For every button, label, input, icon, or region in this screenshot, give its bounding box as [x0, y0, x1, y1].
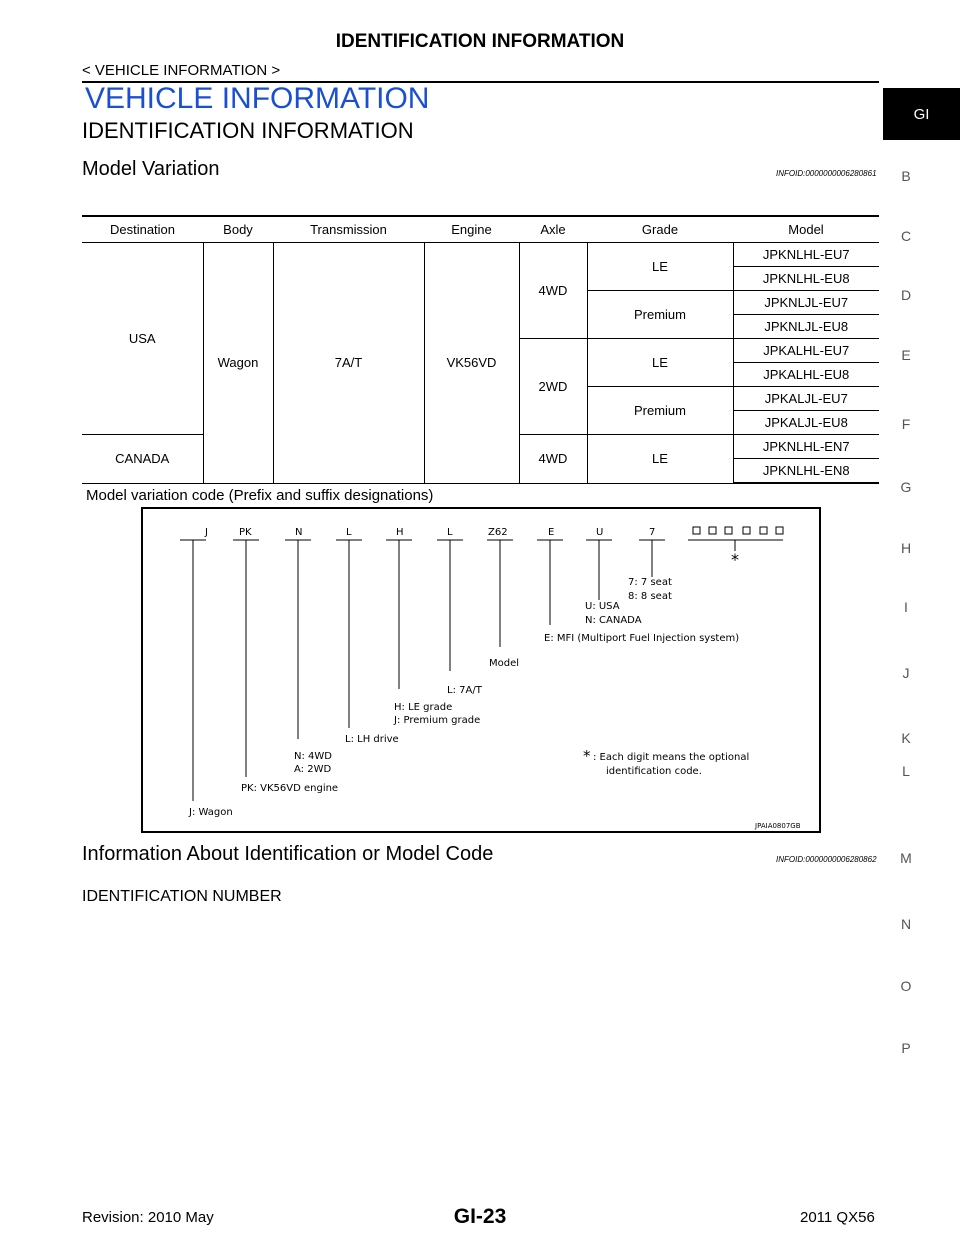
section-title: VEHICLE INFORMATION — [85, 82, 430, 115]
model-variation-table — [82, 215, 879, 484]
optional-code-boxes — [693, 527, 783, 534]
model-code-diagram — [141, 507, 821, 833]
note-line-1: : Each digit means the optional — [593, 752, 750, 763]
code-letter: L — [346, 527, 352, 538]
table-row — [82, 243, 879, 267]
model-cell: JPKNLHL-EN7 — [733, 435, 879, 459]
identification-number-heading: IDENTIFICATION NUMBER — [82, 888, 282, 905]
model-cell: JPKALJL-EU8 — [733, 411, 879, 435]
column-header: Body — [203, 216, 273, 243]
tab-f[interactable]: F — [901, 416, 911, 432]
body-cell: Wagon — [203, 243, 273, 484]
code-letter: N — [295, 527, 303, 538]
body-label: J: Wagon — [189, 807, 233, 818]
column-header: Engine — [424, 216, 519, 243]
model-cell: JPKNLJL-EU8 — [733, 315, 879, 339]
figure-id: JPAIA0807GB — [755, 822, 801, 830]
code-letter: L — [447, 527, 453, 538]
axle-2wd-label: A: 2WD — [294, 764, 332, 775]
code-letter: U — [596, 527, 604, 538]
destination-cell: CANADA — [82, 435, 203, 484]
axle-cell: 4WD — [519, 435, 587, 484]
destination-cell: USA — [82, 243, 203, 435]
tab-i[interactable]: I — [904, 599, 908, 615]
tab-n[interactable]: N — [900, 916, 912, 932]
tab-g[interactable]: G — [900, 479, 912, 495]
tab-o[interactable]: O — [900, 978, 912, 994]
axle-4wd-label: N: 4WD — [294, 751, 332, 762]
note-asterisk: * — [583, 747, 591, 765]
table-header-row — [82, 216, 879, 243]
footer-page-number: GI-23 — [453, 1205, 507, 1228]
grade-cell: LE — [587, 435, 733, 484]
page-header-title: IDENTIFICATION INFORMATION — [335, 31, 625, 52]
model-cell: JPKNLJL-EU7 — [733, 291, 879, 315]
tab-m[interactable]: M — [900, 850, 912, 866]
column-header: Grade — [587, 216, 733, 243]
tab-h[interactable]: H — [900, 540, 912, 556]
column-header: Model — [733, 216, 879, 243]
grade-premium-label: J: Premium grade — [394, 715, 481, 726]
dest-canada-label: N: CANADA — [585, 615, 642, 626]
tab-p[interactable]: P — [901, 1040, 911, 1056]
model-variation-infoid: INFOID:0000000006280861 — [776, 169, 877, 178]
code-letter: PK — [239, 527, 252, 538]
axle-cell: 4WD — [519, 243, 587, 339]
model-label: Model — [489, 658, 520, 669]
model-code-infoid: INFOID:0000000006280862 — [776, 855, 877, 864]
mfi-label: E: MFI (Multiport Fuel Injection system) — [544, 633, 740, 644]
code-caption: Model variation code (Prefix and suffix designations) — [86, 487, 434, 504]
breadcrumb: < VEHICLE INFORMATION > — [82, 62, 281, 79]
column-header: Transmission — [273, 216, 424, 243]
model-cell: JPKNLHL-EU7 — [733, 243, 879, 267]
model-cell: JPKNLHL-EN8 — [733, 459, 879, 484]
code-letter: H — [396, 527, 404, 538]
tab-l[interactable]: L — [902, 763, 910, 779]
tab-c[interactable]: C — [900, 228, 912, 244]
asterisk-mark: * — [731, 550, 739, 569]
tab-j[interactable]: J — [902, 665, 910, 681]
column-header: Destination — [82, 216, 203, 243]
transmission-label: L: 7A/T — [447, 685, 482, 696]
model-cell: JPKNLHL-EU8 — [733, 267, 879, 291]
footer-revision: Revision: 2010 May — [82, 1209, 214, 1226]
seat-8-label: 8: 8 seat — [628, 591, 672, 602]
model-cell: JPKALHL-EU7 — [733, 339, 879, 363]
engine-label: PK: VK56VD engine — [241, 783, 339, 794]
grade-cell: Premium — [587, 291, 733, 339]
engine-cell: VK56VD — [424, 243, 519, 484]
transmission-cell: 7A/T — [273, 243, 424, 484]
code-letter: J — [205, 527, 208, 538]
axle-cell: 2WD — [519, 339, 587, 435]
model-variation-heading: Model Variation — [82, 158, 220, 180]
model-cell: JPKALHL-EU8 — [733, 363, 879, 387]
note-line-2: identification code. — [606, 766, 702, 777]
code-letter: E — [548, 527, 555, 538]
grade-cell: LE — [587, 339, 733, 387]
tab-d[interactable]: D — [900, 287, 912, 303]
grade-cell: Premium — [587, 387, 733, 435]
tab-gi[interactable]: GI — [883, 88, 960, 140]
sub-title: IDENTIFICATION INFORMATION — [82, 118, 414, 143]
seat-7-label: 7: 7 seat — [628, 577, 672, 588]
footer-model: 2011 QX56 — [800, 1209, 875, 1226]
grade-le-label: H: LE grade — [394, 702, 453, 713]
model-code-diagram-svg — [143, 509, 819, 831]
model-code-heading: Information About Identification or Model Code — [82, 843, 494, 865]
dest-usa-label: U: USA — [585, 601, 620, 612]
column-header: Axle — [519, 216, 587, 243]
grade-cell: LE — [587, 243, 733, 291]
model-cell: JPKALJL-EU7 — [733, 387, 879, 411]
tab-e[interactable]: E — [901, 347, 911, 363]
tab-b[interactable]: B — [901, 168, 911, 184]
code-letter: Z62 — [488, 527, 508, 538]
code-letter: 7 — [649, 527, 656, 538]
tab-k[interactable]: K — [901, 730, 911, 746]
drive-label: L: LH drive — [345, 734, 399, 745]
